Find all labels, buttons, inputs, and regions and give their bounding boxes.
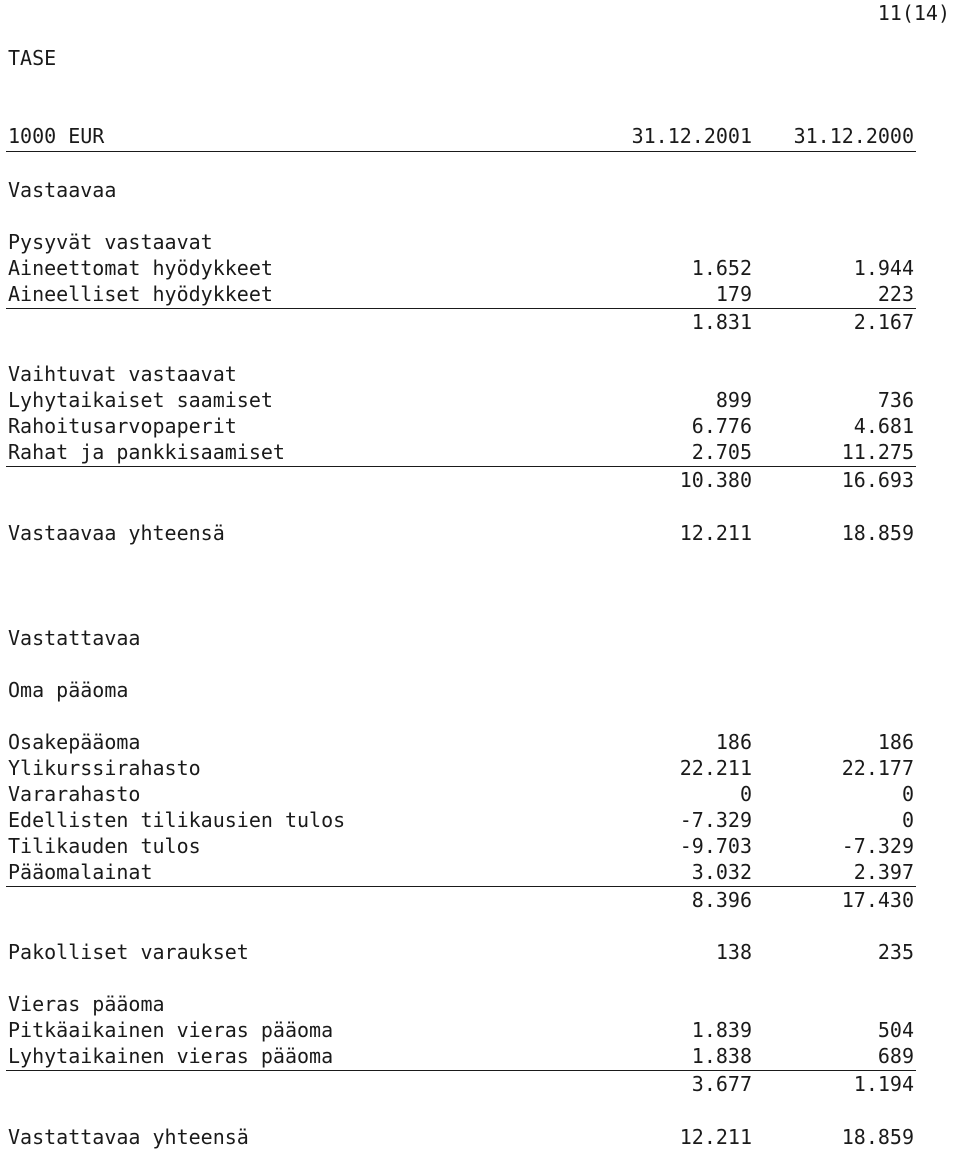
subtotal-rule (6, 308, 916, 309)
value-2000: 2.397 (853, 860, 914, 884)
value-2000: 235 (877, 940, 914, 964)
row-label: Lyhytaikainen vieras pääoma (8, 1044, 334, 1068)
value-2001: 6.776 (691, 414, 752, 438)
group-heading: Vaihtuvat vastaavat (8, 362, 237, 386)
value-2001: 1.838 (691, 1044, 752, 1068)
total-label: Vastaavaa yhteensä (8, 521, 225, 545)
value-2000: 736 (877, 388, 914, 412)
value-2001: 2.705 (691, 440, 752, 464)
value-2000: 0 (901, 808, 914, 832)
total-2000: 18.859 (841, 1125, 914, 1149)
subtotal-2001: 3.677 (691, 1072, 752, 1096)
row-label: Vararahasto (8, 782, 141, 806)
value-2001: 138 (715, 940, 752, 964)
value-2001: 0 (739, 782, 752, 806)
subtotal-2000: 16.693 (841, 468, 914, 492)
section-heading: Vastattavaa (8, 626, 141, 650)
row-label: Aineelliset hyödykkeet (8, 282, 273, 306)
value-2001: 186 (715, 730, 752, 754)
row-label: Aineettomat hyödykkeet (8, 256, 273, 280)
row-label: Rahoitusarvopaperit (8, 414, 237, 438)
group-heading: Oma pääoma (8, 678, 129, 702)
subtotal-rule (6, 466, 916, 467)
subtotal-2000: 1.194 (853, 1072, 914, 1096)
value-2000: 4.681 (853, 414, 914, 438)
subtotal-rule (6, 886, 916, 887)
value-2001: -9.703 (679, 834, 752, 858)
row-label: Tilikauden tulos (8, 834, 201, 858)
subtotal-2000: 17.430 (841, 888, 914, 912)
group-heading: Vieras pääoma (8, 992, 165, 1016)
row-label: Rahat ja pankkisaamiset (8, 440, 285, 464)
row-label: Pääomalainat (8, 860, 153, 884)
row-label: Ylikurssirahasto (8, 756, 201, 780)
subtotal-2001: 8.396 (691, 888, 752, 912)
value-2000: 11.275 (841, 440, 914, 464)
value-2001: 179 (715, 282, 752, 306)
value-2000: 22.177 (841, 756, 914, 780)
total-2001: 12.211 (679, 521, 752, 545)
value-2001: 3.032 (691, 860, 752, 884)
row-label: Pakolliset varaukset (8, 940, 249, 964)
column-header-2001: 31.12.2001 (631, 124, 752, 148)
row-label: Edellisten tilikausien tulos (8, 808, 346, 832)
total-2000: 18.859 (841, 521, 914, 545)
column-header-2000: 31.12.2000 (793, 124, 914, 148)
subtotal-2001: 1.831 (691, 310, 752, 334)
value-2001: 899 (715, 388, 752, 412)
page-number: 11(14) (877, 1, 950, 25)
value-2001: 1.839 (691, 1018, 752, 1042)
header-rule (6, 151, 916, 152)
total-2001: 12.211 (679, 1125, 752, 1149)
section-heading: Vastaavaa (8, 178, 117, 202)
total-label: Vastattavaa yhteensä (8, 1125, 249, 1149)
value-2001: -7.329 (679, 808, 752, 832)
row-label: Osakepääoma (8, 730, 141, 754)
subtotal-2000: 2.167 (853, 310, 914, 334)
group-heading: Pysyvät vastaavat (8, 230, 213, 254)
subtotal-rule (6, 1070, 916, 1071)
value-2000: 223 (877, 282, 914, 306)
value-2001: 22.211 (679, 756, 752, 780)
value-2000: 504 (877, 1018, 914, 1042)
value-2000: 1.944 (853, 256, 914, 280)
document-title: TASE (8, 46, 57, 70)
value-2000: -7.329 (841, 834, 914, 858)
row-label: Pitkäaikainen vieras pääoma (8, 1018, 334, 1042)
value-2001: 1.652 (691, 256, 752, 280)
value-2000: 186 (877, 730, 914, 754)
value-2000: 689 (877, 1044, 914, 1068)
subtotal-2001: 10.380 (679, 468, 752, 492)
unit-label: 1000 EUR (8, 124, 105, 148)
value-2000: 0 (901, 782, 914, 806)
row-label: Lyhytaikaiset saamiset (8, 388, 273, 412)
